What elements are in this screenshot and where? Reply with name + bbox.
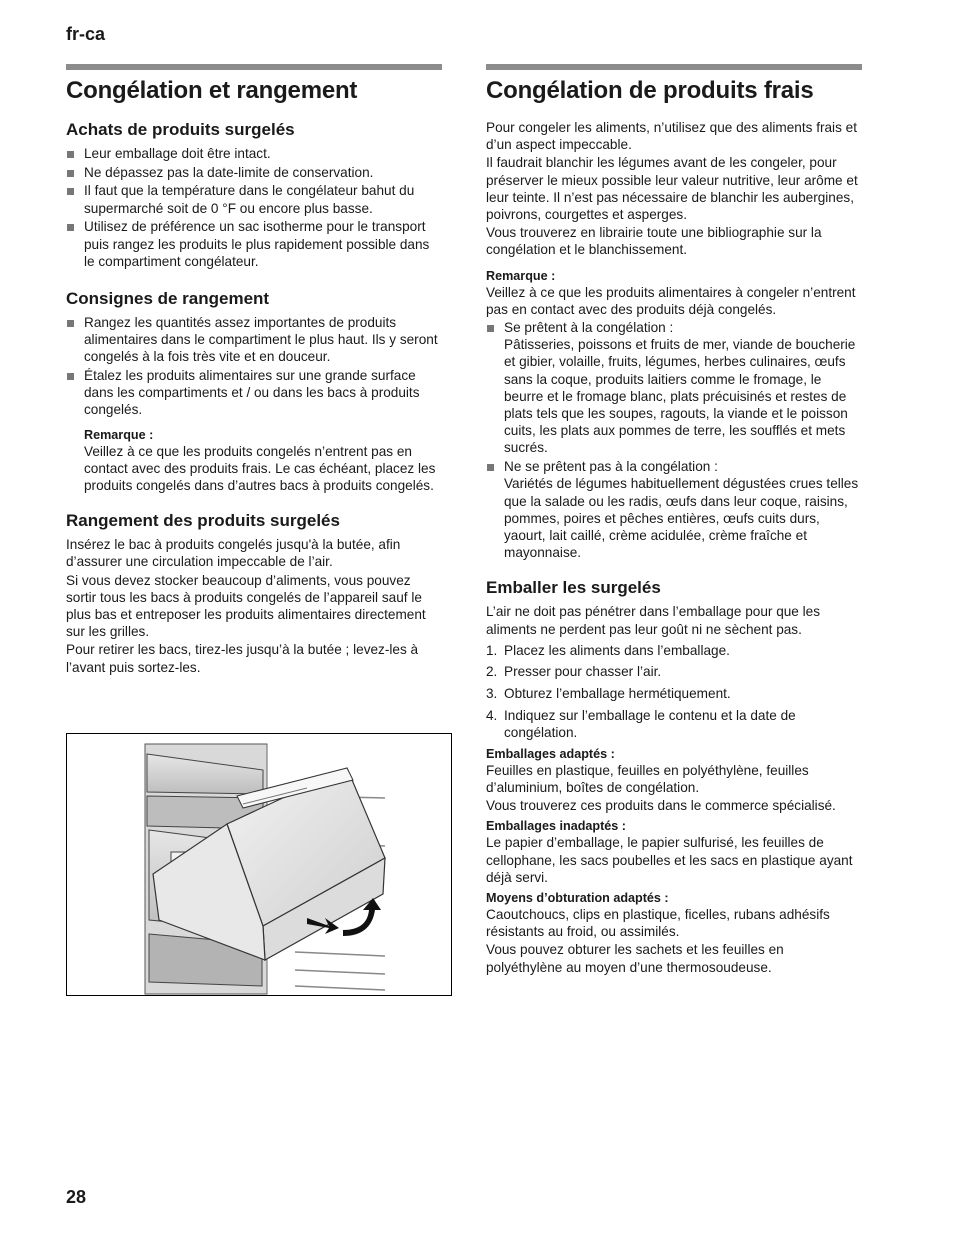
square-bullet-icon (67, 170, 74, 177)
freezer-drawer-drawing (67, 734, 451, 995)
square-bullet-icon (67, 188, 74, 195)
section-rule (486, 64, 862, 70)
paragraph: Il faudrait blanchir les légumes avant de les congeler, pour préserver le mieux possible leur valeur nutritive, leur arôme et leur teinte. Il n’est pas nécessaire de blanchir les aubergines, poivrons, courgettes et asperges. (486, 155, 858, 223)
list-item: Ne se prêtent pas à la congélation : Variétés de légumes habituellement dégustées crues telles que la salade ou les radis, œufs dans leur coque, raisins, pommes, poires et pêches entières, œufs cuits durs, yaourt, lait caillé, crème acidulée, crème fraîche et mayonnaise. (486, 458, 862, 561)
storage-list (66, 314, 442, 419)
paragraph: Feuilles en plastique, feuilles en polyéthylène, feuilles d’aluminium, boîtes de congélation. (486, 762, 809, 795)
list-item: Rangez les quantités assez importantes de produits alimentaires dans le compartiment le plus haut. Ils y seront congelés à la fois très vite et en douceur. (66, 314, 442, 366)
paragraph: Vous pouvez obturer les sachets et les feuilles en polyéthylène au moyen d’une thermosoudeuse. (486, 942, 784, 975)
paragraph: L’air ne doit pas pénétrer dans l’emballage pour que les aliments ne perdent pas leur goût ni ne sèchent pas. (486, 604, 821, 637)
purchase-list (66, 145, 442, 270)
list-item: Étalez les produits alimentaires sur une grande surface dans les compartiments et / ou dans les bacs à produits congelés. (66, 367, 442, 419)
storage-note (66, 427, 442, 495)
paragraph: Vous trouverez en librairie toute une bibliographie sur la congélation et le blanchissement. (486, 225, 822, 258)
list-item: Utilisez de préférence un sac isotherme pour le transport puis rangez les produits le plus rapidement possible dans le compartiment congélateur. (66, 218, 442, 270)
note-text: Veillez à ce que les produits alimentaires à congeler n’entrent pas en contact avec des produits déjà congelés. (486, 284, 856, 317)
subheading-storage-instructions: Consignes de rangement (66, 288, 270, 308)
square-bullet-icon (487, 464, 494, 471)
square-bullet-icon (67, 320, 74, 327)
paragraph: Vous trouverez ces produits dans le commerce spécialisé. (486, 798, 836, 814)
paragraph: Pour retirer les bacs, tirez-les jusqu’à la butée ; levez-les à l’avant puis sortez-les. (66, 642, 419, 675)
paragraph: Le papier d’emballage, le papier sulfurisé, les feuilles de cellophane, les sacs poubelles et les sacs en plastique ayant déjà servi. (486, 835, 853, 885)
note-title: Emballages inadaptés : (486, 819, 626, 834)
list-item: Il faut que la température dans le congélateur bahut du supermarché soit de 0 °F ou encore plus basse. (66, 182, 442, 216)
list-item: Ne dépassez pas la date-limite de conservation. (66, 164, 442, 181)
page-number: 28 (66, 1187, 87, 1207)
list-item: 4. Indiquez sur l’emballage le contenu et la date de congélation. (486, 707, 796, 741)
square-bullet-icon (67, 373, 74, 380)
section-title: Congélation et rangement (66, 77, 358, 104)
note-title: Emballages adaptés : (486, 746, 615, 761)
left-column (66, 64, 442, 677)
note-title: Remarque : (486, 268, 556, 283)
paragraph: Insérez le bac à produits congelés jusqu'à la butée, afin d’assurer une circulation impeccable de l’air. (66, 537, 401, 570)
suitability-list (486, 319, 862, 561)
section-title: Congélation de produits frais (486, 77, 814, 104)
square-bullet-icon (487, 325, 494, 332)
drawer-illustration (66, 733, 452, 996)
subheading-purchase: Achats de produits surgelés (66, 120, 295, 139)
square-bullet-icon (67, 151, 74, 158)
language-code: fr-ca (66, 24, 106, 44)
subheading-packaging: Emballer les surgelés (486, 578, 661, 598)
subheading-storing-frozen: Rangement des produits surgelés (66, 511, 340, 531)
right-column (486, 64, 862, 977)
list-item: 3. Obturez l’emballage hermétiquement. (486, 686, 731, 702)
square-bullet-icon (67, 224, 74, 231)
packaging-steps (486, 642, 862, 742)
note-title: Remarque : (84, 427, 154, 442)
note-text: Veillez à ce que les produits congelés n’entrent pas en contact avec des produits frais. Le cas échéant, placez les produits congelés dans d’autres bacs à produits congelés. (84, 443, 436, 494)
section-rule (66, 64, 442, 70)
paragraph: Caoutchoucs, clips en plastique, ficelles, rubans adhésifs résistants au froid, ou assimilés. (486, 907, 830, 940)
paragraph: Pour congeler les aliments, n’utilisez que des aliments frais et d’un aspect impeccable. (486, 120, 857, 153)
list-item: 1. Placez les aliments dans l’emballage. (486, 642, 730, 658)
list-item: Se prêtent à la congélation : Pâtisseries, poissons et fruits de mer, viande de boucherie et gibier, volaille, fruits, légumes, herbes culinaires, œufs sans la coque, produits laitiers comme le fromage, le beurre et le fromage blanc, plats précuisinés et restes de plats tels que les soupes, ragouts, la viande et le poisson cuits, les plats aux pommes de terre, les soufflés et mets sucrés. (486, 319, 862, 457)
list-item: Leur emballage doit être intact. (66, 145, 442, 162)
note-title: Moyens d’obturation adaptés : (486, 891, 669, 906)
paragraph: Si vous devez stocker beaucoup d’aliments, vous pouvez sortir tous les bacs à produits congelés de l’appareil sauf le plus bas et entreposer les produits alimentaires directement sur les grilles. (66, 572, 426, 640)
list-item: 2. Presser pour chasser l’air. (486, 664, 662, 680)
